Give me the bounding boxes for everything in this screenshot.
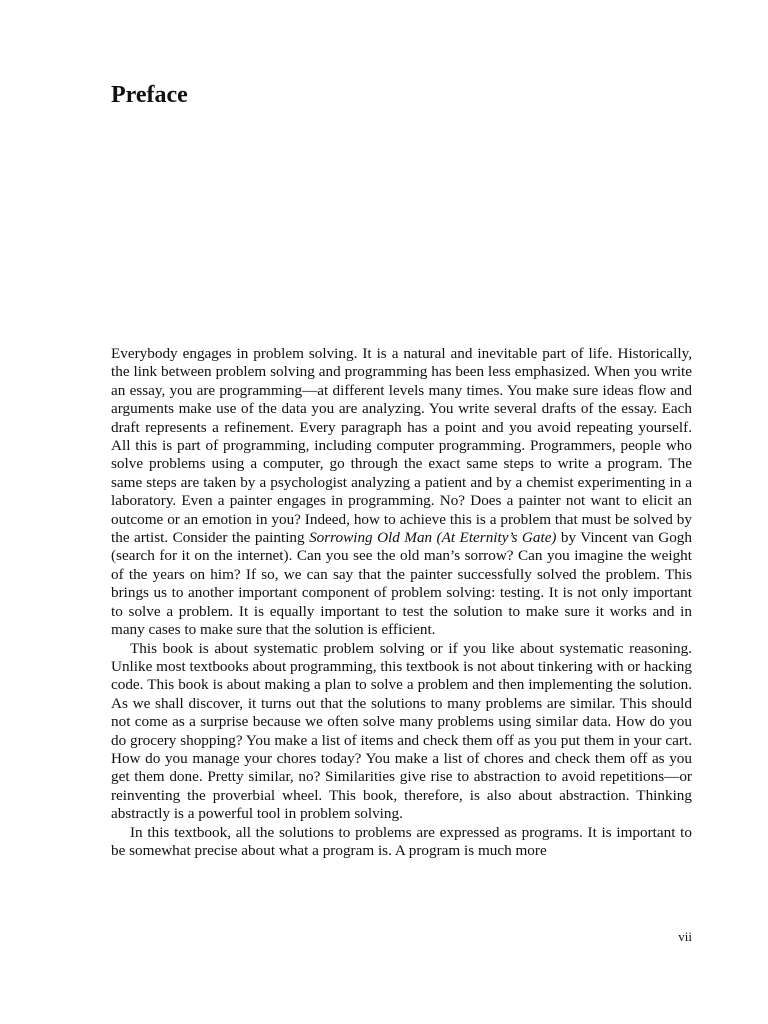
paragraph-3: In this textbook, all the solutions to problems are expressed as programs. It is important to be somewhat precise about what a program is. A program is much more xyxy=(111,823,692,859)
paragraph-2: This book is about systematic problem solving or if you like about systematic reasoning. Unlike most textbooks about programming, this textbook is not about tinkering with or hacking code. This book is about making a plan to solve a problem and then implementing the solution. As we shall discover, it turns out that the solutions to many problems are similar. This should not come as a surprise because we often solve many problems using similar data. How do you do grocery shopping? You make a list of items and check them off as you put them in your cart. How do you manage your chores today? You make a list of chores and check them off as you get them done. Pretty similar, no? Similarities give rise to abstraction to avoid repetitions—or reinventing the proverbial wheel. This book, therefore, is also about abstraction. Thinking abstractly is a powerful tool in problem solving. xyxy=(111,639,692,823)
paragraph-1-text-after: by Vincent van Gogh (search for it on the internet). Can you see the old man’s sorrow? Can you imagine the weight of the years on him? If so, we can say that the painter successfully solved the problem. This brings us to another important component of problem solving: testing. It is not only important to solve a problem. It is equally important to test the solution to make sure it works and in many cases to make sure that the solution is efficient. xyxy=(111,529,692,639)
paragraph-1 xyxy=(111,345,692,640)
painting-title: Sorrowing Old Man (At Eternity’s Gate) xyxy=(309,529,557,547)
paragraph-1-text-before: Everybody engages in problem solving. It is a natural and inevitable part of life. Historically, the link between problem solving and programming has been less emphasized. When you write an essay, you are programming—at different levels many times. You make sure ideas flow and arguments make use of the data you are analyzing. You write several drafts of the essay. Each draft represents a refinement. Every paragraph has a point and you avoid repeating yourself. All this is part of programming, including computer programming. Programmers, people who solve problems using a computer, go through the exact same steps to write a program. The same steps are taken by a psychologist analyzing a patient and by a chemist experimenting in a laboratory. Even a painter engages in programming. No? Does a painter not want to elicit an outcome or an emotion in you? Indeed, how to achieve this is a problem that must be solved by the artist. Consider the painting xyxy=(111,345,692,547)
body-text xyxy=(111,345,692,860)
page-number: vii xyxy=(678,929,692,944)
chapter-title: Preface xyxy=(111,82,188,108)
